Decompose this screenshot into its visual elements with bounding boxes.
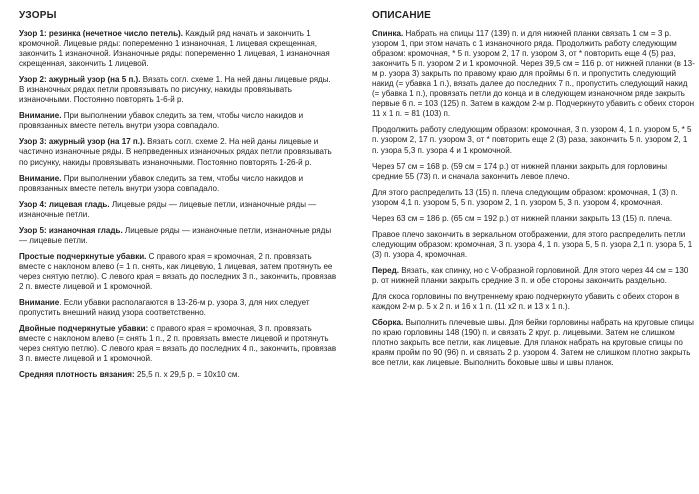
attention-note-2: Внимание. При выполнении убавок следить за тем, чтобы число накидов и провязанных вместе петель внутри узора совпадало. <box>19 173 304 193</box>
patterns-heading: УЗОРЫ <box>19 10 57 21</box>
pattern-5: Узор 5: изнаночная гладь. Лицевые ряды — изнаночные петли, изнаночные ряды — лицевые петли. <box>19 225 332 245</box>
neckline-shaping: Для скоса горловины по внутреннему краю подчеркнуто убавить с обеих сторон в каждом 2-м р. 5 x 2 п. и 16 x 1 п. (11 x2 п. и 13 x 1 п.). <box>372 292 680 312</box>
front-section: Перед. Вязать, как спинку, но с V-образной горловиной. Для этого через 44 см = 130 р. от нижней планки закрыть средние 3 п. и обе стороны закончить раздельно. <box>372 265 689 285</box>
left-shoulder: Для этого распределить 13 (15) п. плеча следующим образом: кромочная, 1 (3) п. узором 4,1 п. узором 5, 5 п. узором 2, 1 п. узором 5, 3 п. узором 4, кромочная. <box>372 187 678 207</box>
pattern-2: Узор 2: ажурный узор (на 5 п.). Вязать согл. схеме 1. На ней даны лицевые ряды. В изнаночных рядах петли провязывать по рисунку, накиды провязывать изнаночными. Постоянно повторять 1-6-й р. <box>19 75 331 105</box>
double-decreases: Двойные подчеркнутые убавки: с правого края = кромочная, 3 п. провязать вместе с наклоном влево (= снять 1 п., 2 п. провязать вместе лицевой и протянуть через снятую петлю). С левого края = вязать до последних 4 п., закончить, провязав 3 п. вместе лицевой и 1 кромочной. <box>19 324 337 364</box>
description-column <box>372 8 695 374</box>
pattern-3: Узор 3: ажурный узор (на 17 п.). Вязать согл. схеме 2. На ней даны лицевые и частично изнаночные ряды. В непрведенных изнаночных рядах петли провязывать по рисунку, накиды провязывать изнаночными. Постоянно повторять 1-26-й р. <box>19 137 332 167</box>
patterns-column <box>19 8 338 386</box>
simple-decreases: Простые подчеркнутые убавки. С правого края = кромочная, 2 п. провязать вместе с наклоном влево (= 1 п. снять, как лицевую, 1 лицевая, затем протянуть ее через снятую петлю). С левого края = вязать до последних 3 п., закончить, провязав 2 п. вместе лицевой и 1 кромочной. <box>19 251 337 291</box>
back-neckline: Через 57 см = 168 р. (59 см = 174 р.) от нижней планки закрыть для горловины средние 55 (73) п. и сначала закончить левое плечо. <box>372 161 668 181</box>
attention-note-3: Внимание. Если убавки располагаются в 13-26-м р. узора 3, для них следует пропустить внешний накид узора соответственно. <box>19 298 310 318</box>
right-shoulder: Правое плечо закончить в зеркальном отображении, для этого распределить петли следующим образом: кромочная, 3 п. узора 4, 1 п. узора 5, 5 п. узора 2,1 п. узора 5, 1 (3) п. узора 4, кромочная. <box>372 229 693 259</box>
back-section: Спинка. Набрать на спицы 117 (139) п. и для нижней планки связать 1 см = 3 р. узором 1, при этом начать с 1 изнаночного ряда. Продолжить работу следующим образом: кромочная, * 5 п. узором 2, 17 п. узором 3, от * повторить еще 4 (5) раз, закончить 5 п. узором 2 и 1 кромочной. Через 39,5 см = 116 р. от нижней планки (в 13-м р. узора 3) закрыть по правому краю для проймы 6 п. и пропустить следующий накид (= убавка 1 п.), вязать далее до последних 7 п., пропустить следующий накид (= убавка 1 п.), провязать петли до конца и в следующем изнаночном ряде закрыть первые 6 п. = 103 (125) п. Затем в каждом 2-м р. Подчеркнуто убавить с обеих сторон 11 x 1 п. = 81 (103) п. <box>372 29 695 119</box>
shoulder-bind-off: Через 63 см = 186 р. (65 см = 192 р.) от нижней планки закрыть 13 (15) п. плеча. <box>372 213 673 223</box>
description-heading: ОПИСАНИЕ <box>372 10 432 21</box>
pattern-1: Узор 1: резинка (нечетное число петель). Каждый ряд начать и закончить 1 кромочной. Лицевые ряды: попеременно 1 изнаночная, 1 лицевая скрещенная, закончить 1 изнаночной. Изнаночные ряды: попеременно 1 лицевая, 1 изнаночная скрещенная, закончить 1 лицевой. <box>19 29 330 69</box>
pattern-4: Узор 4: лицевая гладь. Лицевые ряды — лицевые петли, изнаночные ряды — изнаночные петли. <box>19 199 317 219</box>
attention-note-1: Внимание. При выполнении убавок следить за тем, чтобы число накидов и провязанных вместе петель внутри узора совпадало. <box>19 111 304 131</box>
gauge: Средняя плотность вязания: 25,5 п. x 29,5 р. = 10x10 см. <box>19 370 240 380</box>
back-continue: Продолжить работу следующим образом: кромочная, 3 п. узором 4, 1 п. узором 5, * 5 п. узором 2, 17 п. узором 3, от * повторить еще 2 (3) раза, закончить 5 п. узором 2, 1 п. узора 5,3 п. узора 4 и 1 кромочной. <box>372 125 692 155</box>
assembly-section: Сборка. Выполнить плечевые швы. Для бейки горловины набрать на круговые спицы по краю горловины 148 (190) п. и связать 2 круг. р. лицевыми. Затем не слишком плотно закрыть все петли, как лицевые. Для планок набрать на круговые спицы по краям пройм по 90 (96) п. и связать 2 р. узором 4. Затем не слишком плотно закрыть все петли, как лицевые. Выполнить боковые швы и швы планок. <box>372 318 694 368</box>
